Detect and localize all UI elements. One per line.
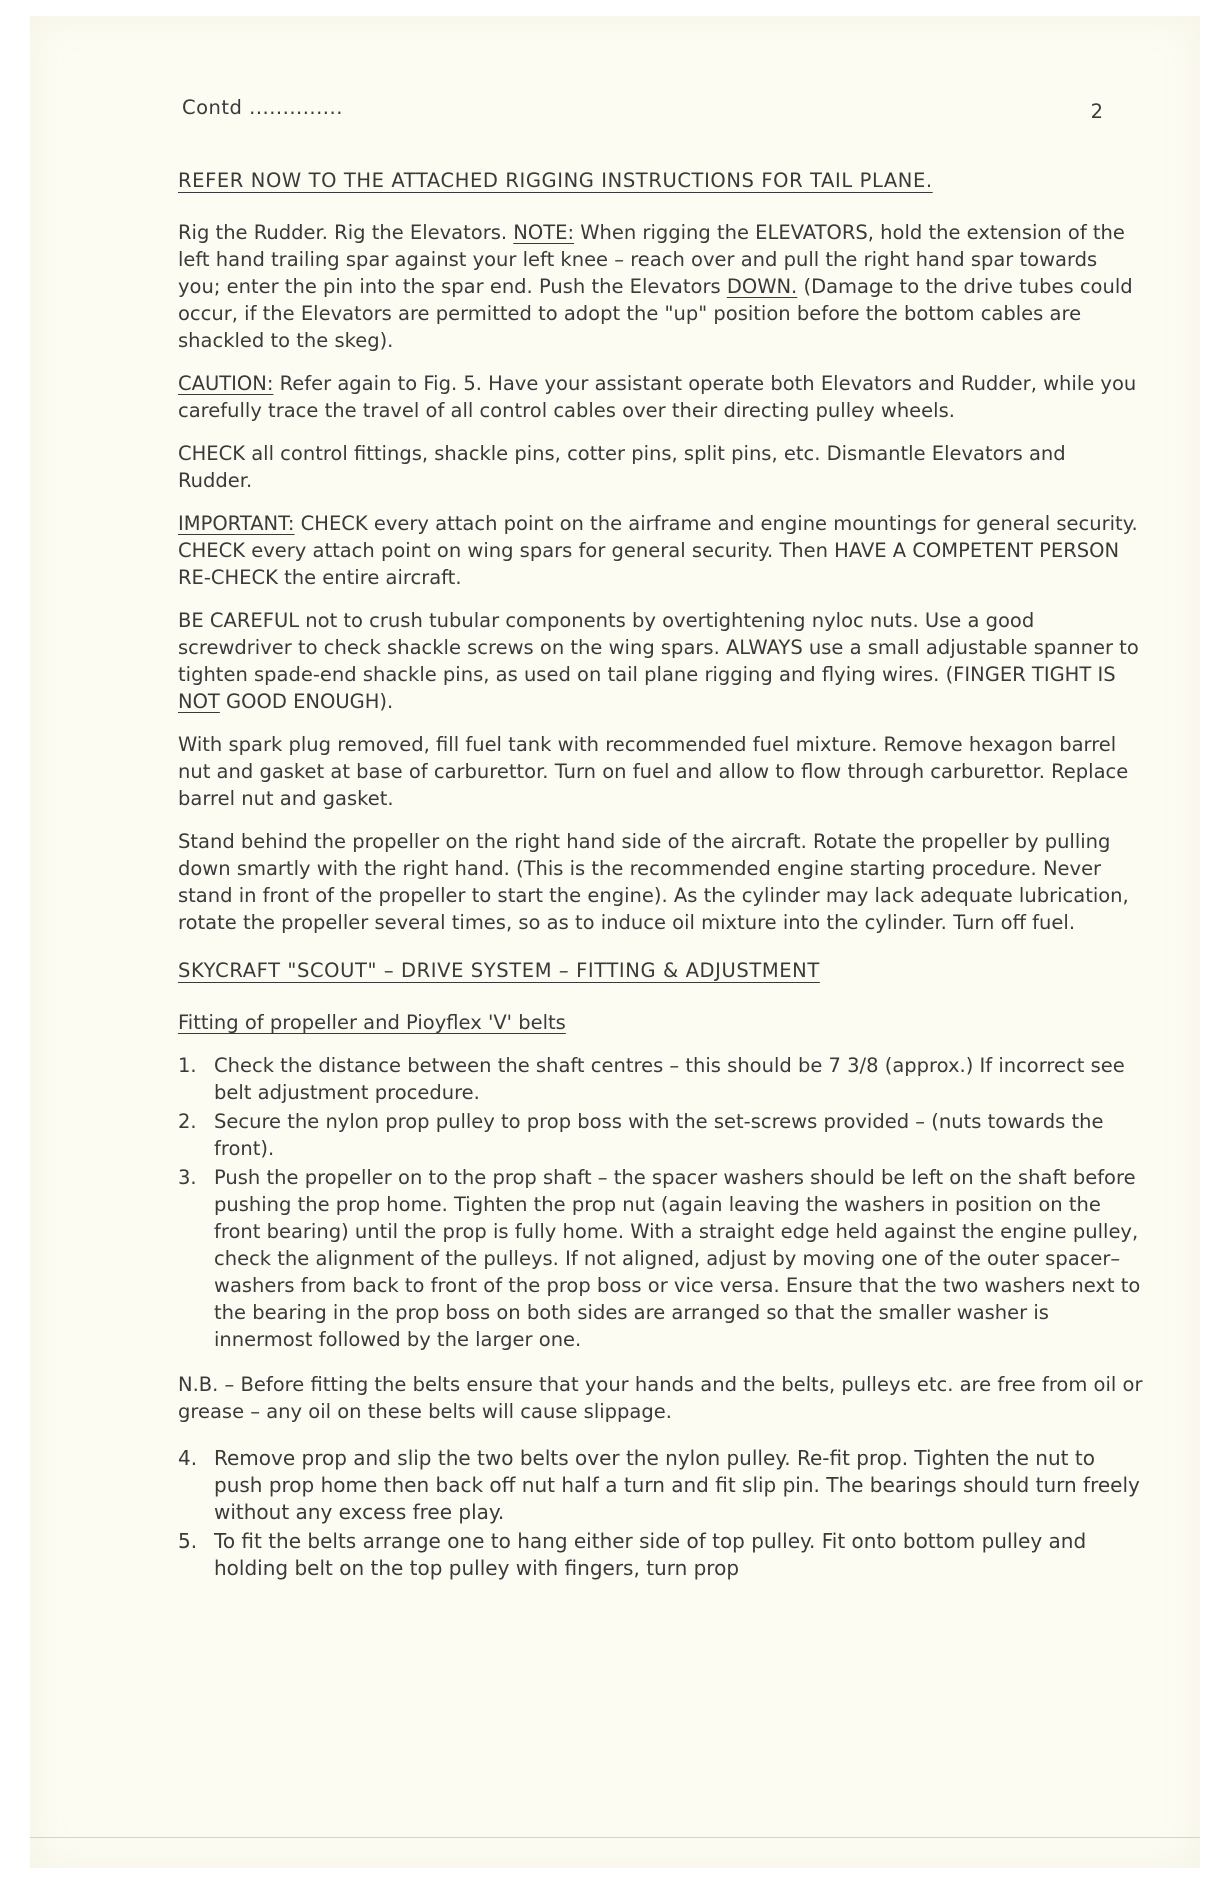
list-item [178, 1445, 1143, 1526]
important-label: IMPORTANT: [178, 512, 295, 535]
text-span: CHECK every attach point on the airframe and engine mountings for general security. CHECK every attach point on wing spars for general security. Then HAVE A COMPETENT PERSON RE-CHECK the entire aircraft. [178, 512, 1138, 589]
list-item [178, 1052, 1143, 1106]
text-span: GOOD ENOUGH). [219, 690, 394, 713]
document-page [30, 16, 1200, 1868]
paragraph-propeller-start: Stand behind the propeller on the right hand side of the aircraft. Rotate the propeller by pulling down smartly with the right hand. (This is the recommended engine starting procedure. Never stand in front of the propeller to start the engine). As the cylinder may lack adequate lubrication, rotate the propeller several times, so as to induce oil mixture into the cylinder. Turn off fuel. [178, 830, 1129, 934]
text-span: (Damage to the drive tubes could occur, if the Elevators are permitted to adopt the "up" position before the bottom cables are shackled to the skeg). [178, 275, 1133, 352]
list-item-text: Push the propeller on to the prop shaft – the spacer washers should be left on the shaft before pushing the prop home. Tighten the prop nut (again leaving the washers in position on the front bearing) until the prop is fully home. With a straight edge held against the engine pulley, check the alignment of the pulleys. If not aligned, adjust by moving one of the outer spacer–washers from back to front of the prop boss or vice versa. Ensure that the two washers next to the bearing in the prop boss on both sides are arranged so that the smaller washer is innermost followed by the larger one. [214, 1166, 1141, 1351]
list-item-number: 3. [178, 1166, 197, 1189]
paragraph-check-fittings: CHECK all control fittings, shackle pins, cotter pins, split pins, etc. Dismantle Elevators and Rudder. [178, 442, 1066, 492]
list-item-text: Secure the nylon prop pulley to prop boss with the set-screws provided – (nuts towards the front). [214, 1110, 1104, 1160]
paragraph-be-careful [178, 607, 1143, 715]
list-item-number: 5. [178, 1529, 198, 1553]
subheading-fitting [178, 1009, 1143, 1036]
section-heading-tail-plane: REFER NOW TO THE ATTACHED RIGGING INSTRUCTIONS FOR TAIL PLANE. [178, 169, 933, 192]
list-item-number: 4. [178, 1446, 198, 1470]
paragraph-fuel: With spark plug removed, fill fuel tank with recommended fuel mixture. Remove hexagon barrel nut and gasket at base of carburettor. Turn on fuel and allow to flow through carburettor. Replace barrel nut and gasket. [178, 733, 1129, 810]
caution-label: CAUTION: [178, 372, 274, 395]
section-heading-tail-plane-block [178, 164, 1108, 197]
list-item-number: 2. [178, 1110, 197, 1133]
subheading-fitting-text: Fitting of propeller and Pioyflex 'V' belts [178, 1011, 566, 1034]
list-item-text: To fit the belts arrange one to hang either side of top pulley. Fit onto bottom pulley and holding belt on the top pulley with fingers, turn prop [214, 1529, 1087, 1580]
down-label: DOWN. [726, 275, 798, 298]
section-heading-drive-system-block [178, 954, 1108, 987]
page-bottom-edge [30, 1837, 1200, 1838]
text-span: Refer again to Fig. 5. Have your assistant operate both Elevators and Rudder, while you carefully trace the travel of all control cables over their directing pulley wheels. [178, 372, 1137, 422]
page-number: 2 [1090, 100, 1103, 123]
paragraph-caution [178, 370, 1143, 424]
steps-list-2 [178, 1445, 1143, 1582]
list-item [178, 1108, 1143, 1162]
paragraph-rig-rudder [178, 219, 1143, 354]
list-item [178, 1528, 1143, 1582]
steps-list-1 [178, 1052, 1143, 1353]
continued-label: Contd .............. [182, 96, 343, 119]
text-span: Rig the Rudder. Rig the Elevators. [178, 221, 514, 244]
page-header [178, 94, 1143, 124]
document-body [178, 94, 1143, 1596]
paragraph-important [178, 510, 1143, 591]
list-item [178, 1164, 1143, 1353]
note-label: NOTE: [513, 221, 575, 244]
text-span: When rigging the ELEVATORS, hold the extension of the left hand trailing spar against your left knee – reach over and pull the right hand spar towards you; enter the pin into the spar end. Push the Elevators [178, 221, 1125, 298]
list-item-text: Remove prop and slip the two belts over the nylon pulley. Re-fit prop. Tighten the nut to push prop home then back off nut half a turn and fit slip pin. The bearings should turn freely without any excess free play. [214, 1446, 1140, 1524]
list-item-number: 1. [178, 1054, 197, 1077]
section-heading-drive-system: SKYCRAFT "SCOUT" – DRIVE SYSTEM – FITTING & ADJUSTMENT [178, 959, 820, 982]
paragraph-nb: N.B. – Before fitting the belts ensure that your hands and the belts, pulleys etc. are free from oil or grease – any oil on these belts will cause slippage. [178, 1373, 1143, 1423]
not-label: NOT [178, 690, 220, 713]
text-span: BE CAREFUL not to crush tubular components by overtightening nyloc nuts. Use a good screwdriver to check shackle screws on the wing spars. ALWAYS use a small adjustable spanner to tighten spade-end shackle pins, as used on tail plane rigging and flying wires. (FINGER TIGHT IS [178, 609, 1139, 686]
list-item-text: Check the distance between the shaft centres – this should be 7 3/8 (approx.) If incorrect see belt adjustment procedure. [214, 1054, 1125, 1104]
